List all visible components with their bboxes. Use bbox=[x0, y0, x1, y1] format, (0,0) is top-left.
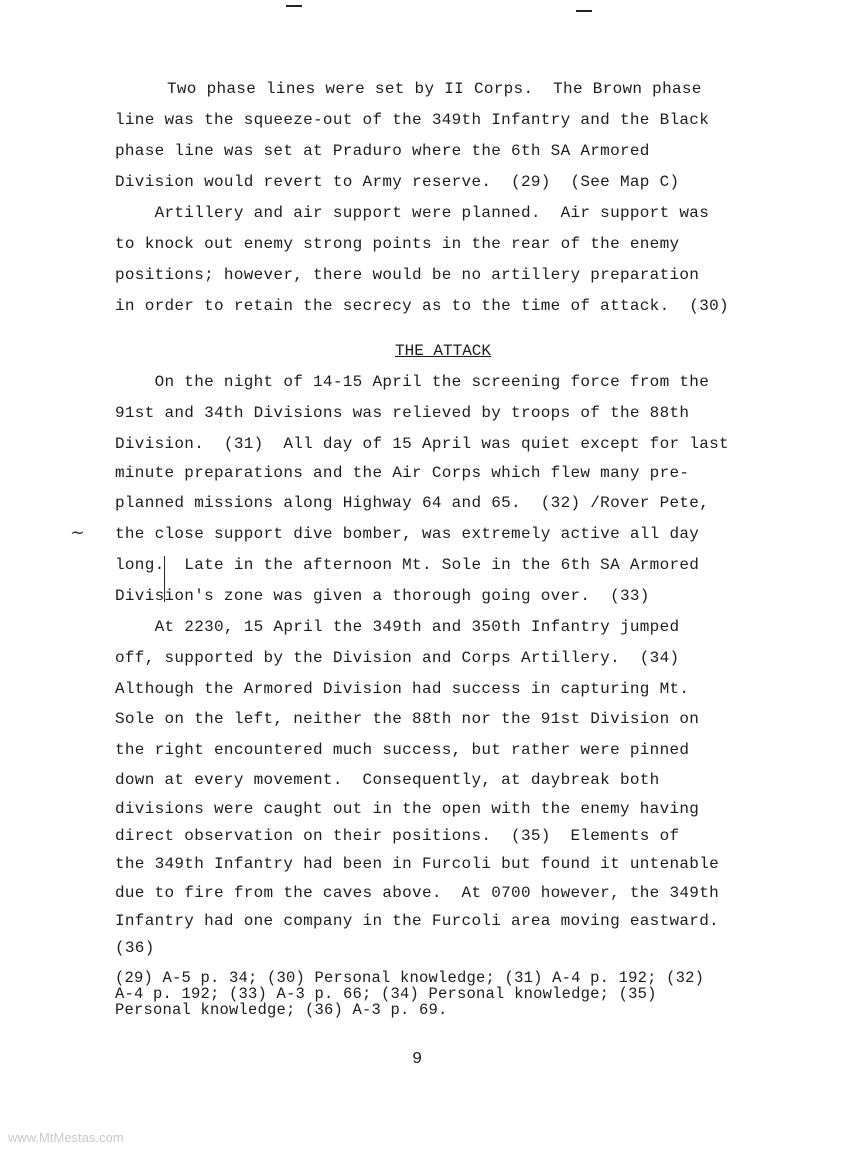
paragraph-4-line: the right encountered much success, but rather were pinned bbox=[115, 741, 690, 759]
paragraph-2-line: positions; however, there would be no artillery preparation bbox=[115, 266, 700, 284]
paragraph-4-line: the 349th Infantry had been in Furcoli but found it untenable bbox=[115, 855, 719, 873]
paragraph-4-line: Although the Armored Division had success in capturing Mt. bbox=[115, 680, 690, 698]
footnote-line: A-4 p. 192; (33) A-3 p. 66; (34) Personal knowledge; (35) bbox=[115, 985, 657, 1003]
paragraph-3-line: minute preparations and the Air Corps which flew many pre- bbox=[115, 464, 690, 482]
paragraph-3-line: long. Late in the afternoon Mt. Sole in the 6th SA Armored bbox=[115, 556, 700, 574]
paragraph-1-line: Two phase lines were set by II Corps. The Brown phase bbox=[167, 80, 702, 98]
paragraph-3-line: the close support dive bomber, was extremely active all day bbox=[115, 525, 700, 543]
paragraph-3-line: planned missions along Highway 64 and 65. (32) /Rover Pete, bbox=[115, 494, 710, 512]
paragraph-4-line: direct observation on their positions. (35) Elements of bbox=[115, 827, 680, 845]
paragraph-1-line: line was the squeeze-out of the 349th Infantry and the Black bbox=[115, 111, 710, 129]
paragraph-3-line: On the night of 14-15 April the screening force from the bbox=[115, 373, 710, 391]
footnote-line: (29) A-5 p. 34; (30) Personal knowledge; (31) A-4 p. 192; (32) bbox=[115, 969, 705, 987]
handwritten-bracket bbox=[164, 556, 165, 602]
paragraph-4-line: Sole on the left, neither the 88th nor the 91st Division on bbox=[115, 710, 700, 728]
paragraph-4-line: off, supported by the Division and Corps Artillery. (34) bbox=[115, 649, 680, 667]
margin-annotation-mark: ~ bbox=[70, 522, 86, 543]
page-number: 9 bbox=[412, 1050, 423, 1069]
paragraph-4-line: (36) bbox=[115, 939, 155, 957]
paragraph-2-line: to knock out enemy strong points in the rear of the enemy bbox=[115, 235, 680, 253]
paragraph-2-line: in order to retain the secrecy as to the time of attack. (30) bbox=[115, 297, 729, 315]
section-heading: THE ATTACK bbox=[394, 342, 491, 360]
paragraph-3-line: Division's zone was given a thorough going over. (33) bbox=[115, 587, 650, 605]
top-scan-mark-left bbox=[286, 5, 302, 7]
top-scan-mark-right bbox=[576, 10, 592, 12]
paragraph-2-line: Artillery and air support were planned. Air support was bbox=[115, 204, 710, 222]
paragraph-4-line: divisions were caught out in the open with the enemy having bbox=[115, 800, 700, 818]
paragraph-4-line: Infantry had one company in the Furcoli area moving eastward. bbox=[115, 912, 719, 930]
paragraph-1-line: phase line was set at Praduro where the 6th SA Armored bbox=[115, 142, 650, 160]
paragraph-3-line: Division. (31) All day of 15 April was quiet except for last bbox=[115, 435, 729, 453]
watermark: www.MtMestas.com bbox=[8, 1130, 124, 1145]
paragraph-1-line: Division would revert to Army reserve. (29) (See Map C) bbox=[115, 173, 680, 191]
paragraph-3-line: 91st and 34th Divisions was relieved by troops of the 88th bbox=[115, 404, 690, 422]
paragraph-4-line: down at every movement. Consequently, at daybreak both bbox=[115, 771, 660, 789]
paragraph-4-line: due to fire from the caves above. At 0700 however, the 349th bbox=[115, 884, 719, 902]
footnote-line: Personal knowledge; (36) A-3 p. 69. bbox=[115, 1001, 448, 1019]
paragraph-4-line: At 2230, 15 April the 349th and 350th Infantry jumped bbox=[115, 618, 680, 636]
